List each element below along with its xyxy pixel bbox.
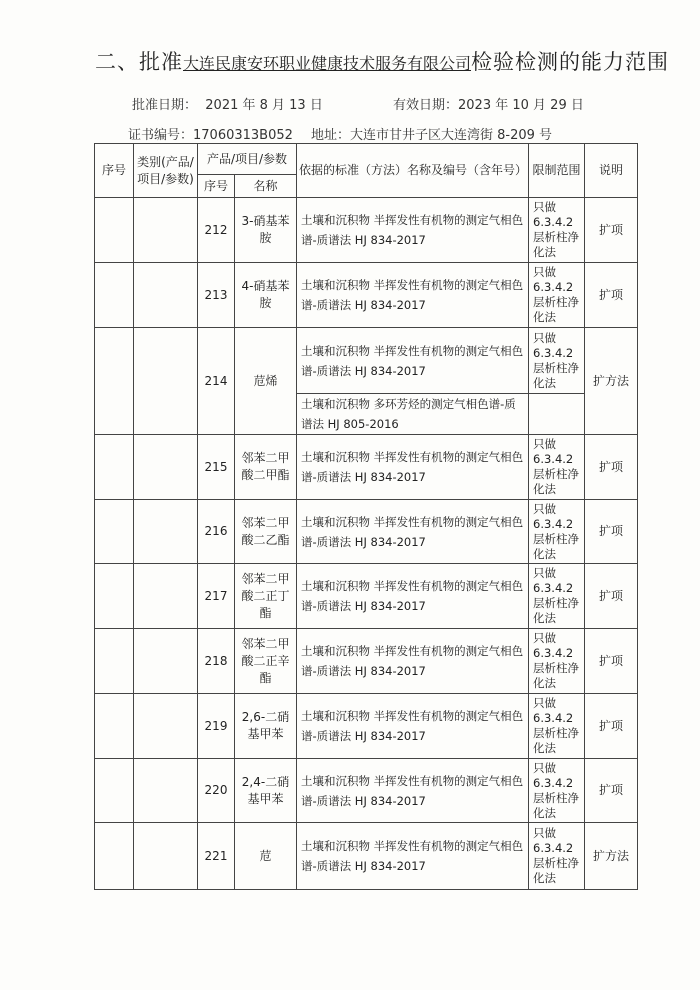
category-cell: [134, 263, 198, 328]
table-row: [95, 435, 638, 500]
item-standard: 土壤和沉积物 半挥发性有机物的测定气相色谱-质谱法 HJ 834-2017: [297, 823, 529, 890]
item-number: 216: [198, 500, 235, 564]
item-number: 219: [198, 694, 235, 759]
header-limit: 限制范围: [529, 144, 585, 198]
item-number: 217: [198, 564, 235, 629]
table-row: [95, 694, 638, 759]
category-cell: [134, 500, 198, 564]
header-note: 说明: [585, 144, 638, 198]
cert-value: 17060313B052: [193, 128, 293, 143]
category-cell: [134, 629, 198, 694]
header-product-group: 产品/项目/参数: [198, 144, 297, 175]
item-standard: 土壤和沉积物 半挥发性有机物的测定气相色谱-质谱法 HJ 834-2017: [297, 694, 529, 759]
category-cell: [134, 328, 198, 435]
item-note: 扩项: [585, 500, 638, 564]
item-name: 苊: [235, 823, 297, 890]
item-name: 3-硝基苯胺: [235, 198, 297, 263]
item-limit: 只做6.3.4.2层析柱净化法: [529, 500, 585, 564]
item-standard: 土壤和沉积物 半挥发性有机物的测定气相色谱-质谱法 HJ 834-2017: [297, 759, 529, 823]
item-number: 218: [198, 629, 235, 694]
item-limit: 只做6.3.4.2层析柱净化法: [529, 198, 585, 263]
seq-cell: [95, 500, 134, 564]
table-row: [95, 823, 638, 890]
item-name: 邻苯二甲酸二乙酯: [235, 500, 297, 564]
seq-cell: [95, 759, 134, 823]
capability-table: [94, 143, 638, 890]
seq-cell: [95, 328, 134, 435]
item-name: 邻苯二甲酸二正丁酯: [235, 564, 297, 629]
item-number: 220: [198, 759, 235, 823]
valid-date-value: 2023 年 10 月 29 日: [458, 98, 584, 113]
category-cell: [134, 198, 198, 263]
item-note: 扩项: [585, 198, 638, 263]
seq-cell: [95, 263, 134, 328]
title-prefix: 二、批准: [95, 50, 183, 74]
item-note: 扩项: [585, 694, 638, 759]
header-category: 类别(产品/项目/参数): [134, 144, 198, 198]
table-row: [95, 759, 638, 823]
category-cell: [134, 694, 198, 759]
title-suffix: 检验检测的能力范围: [471, 50, 670, 74]
category-cell: [134, 435, 198, 500]
item-name: 2,4-二硝基甲苯: [235, 759, 297, 823]
item-note: 扩项: [585, 263, 638, 328]
item-limit: 只做6.3.4.2层析柱净化法: [529, 759, 585, 823]
valid-date: [393, 94, 584, 113]
category-cell: [134, 564, 198, 629]
address-label: 地址：: [311, 128, 351, 143]
item-note: 扩项: [585, 629, 638, 694]
table-row: [95, 198, 638, 263]
page-title: [95, 46, 685, 80]
item-standard: 土壤和沉积物 半挥发性有机物的测定气相色谱-质谱法 HJ 834-2017: [297, 328, 529, 394]
item-name: 苊烯: [235, 328, 297, 435]
item-limit: 只做6.3.4.2层析柱净化法: [529, 823, 585, 890]
table-row: [95, 328, 638, 394]
item-number: 213: [198, 263, 235, 328]
item-note: 扩项: [585, 435, 638, 500]
table-row: [95, 564, 638, 629]
item-standard: 土壤和沉积物 半挥发性有机物的测定气相色谱-质谱法 HJ 834-2017: [297, 500, 529, 564]
category-cell: [134, 823, 198, 890]
item-note: 扩项: [585, 564, 638, 629]
table-row: [95, 500, 638, 564]
item-limit: 只做6.3.4.2层析柱净化法: [529, 694, 585, 759]
certificate-number: [128, 124, 293, 143]
item-number: 221: [198, 823, 235, 890]
category-cell: [134, 759, 198, 823]
item-standard: 土壤和沉积物 半挥发性有机物的测定气相色谱-质谱法 HJ 834-2017: [297, 198, 529, 263]
item-number: 215: [198, 435, 235, 500]
item-note: 扩项: [585, 759, 638, 823]
seq-cell: [95, 823, 134, 890]
header-standard: 依据的标准（方法）名称及编号（含年号）: [297, 144, 529, 198]
item-standard: 土壤和沉积物 半挥发性有机物的测定气相色谱-质谱法 HJ 834-2017: [297, 629, 529, 694]
seq-cell: [95, 435, 134, 500]
item-standard: 土壤和沉积物 半挥发性有机物的测定气相色谱-质谱法 HJ 834-2017: [297, 564, 529, 629]
item-note: 扩方法: [585, 328, 638, 435]
item-limit: 只做6.3.4.2层析柱净化法: [529, 564, 585, 629]
item-limit-empty: [529, 394, 585, 435]
seq-cell: [95, 198, 134, 263]
address-value: 大连市甘井子区大连湾街 8-209 号: [350, 128, 553, 143]
seq-cell: [95, 564, 134, 629]
header-sub-name: 名称: [235, 175, 297, 198]
item-name: 2,6-二硝基甲苯: [235, 694, 297, 759]
header-sub-seq: 序号: [198, 175, 235, 198]
item-limit: 只做6.3.4.2层析柱净化法: [529, 629, 585, 694]
item-name: 4-硝基苯胺: [235, 263, 297, 328]
item-limit: 只做6.3.4.2层析柱净化法: [529, 328, 585, 394]
item-number: 214: [198, 328, 235, 435]
cert-label: 证书编号：: [128, 128, 194, 143]
approve-date: [132, 94, 323, 113]
table-row: [95, 629, 638, 694]
seq-cell: [95, 629, 134, 694]
item-standard: 土壤和沉积物 半挥发性有机物的测定气相色谱-质谱法 HJ 834-2017: [297, 435, 529, 500]
address: [311, 124, 552, 143]
title-organization: 大连民康安环职业健康技术服务有限公司: [183, 54, 472, 73]
item-name: 邻苯二甲酸二正辛酯: [235, 629, 297, 694]
approve-date-label: 批准日期：: [132, 98, 198, 113]
item-limit: 只做6.3.4.2层析柱净化法: [529, 435, 585, 500]
item-limit: 只做6.3.4.2层析柱净化法: [529, 263, 585, 328]
item-standard: 土壤和沉积物 半挥发性有机物的测定气相色谱-质谱法 HJ 834-2017: [297, 263, 529, 328]
table-row: [95, 263, 638, 328]
seq-cell: [95, 694, 134, 759]
item-standard-secondary: 土壤和沉积物 多环芳烃的测定气相色谱-质谱法 HJ 805-2016: [297, 394, 529, 435]
header-seq: 序号: [95, 144, 134, 198]
item-number: 212: [198, 198, 235, 263]
item-name: 邻苯二甲酸二甲酯: [235, 435, 297, 500]
approve-date-value: 2021 年 8 月 13 日: [205, 98, 323, 113]
item-note: 扩方法: [585, 823, 638, 890]
valid-date-label: 有效日期：: [393, 98, 459, 113]
